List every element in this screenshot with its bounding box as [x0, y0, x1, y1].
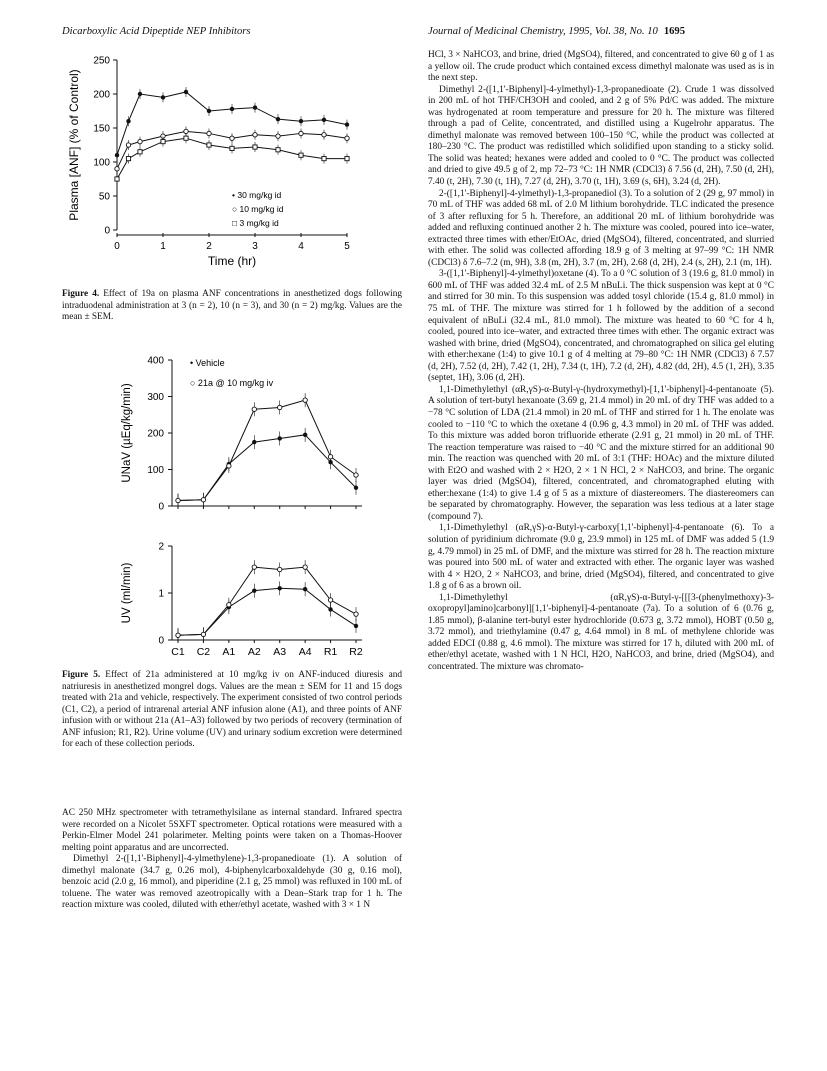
figure-5-caption	[62, 670, 402, 751]
figure-5-caption-label: Figure 5.	[62, 670, 101, 680]
y-tick-label: 50	[98, 191, 110, 203]
paragraph-compound-1: Dimethyl 2-([1,1'-Biphenyl]-4-ylmethylene)-1,3-propanedioate (1). A solution of dimethyl malonate (34.7 g, 0.26 mol), 4-biphenylcarboxaldehyde (30 g, 0.16 mol), benzoic acid (2.0 g, 16 mmol), and piperidine (2.1 g, 25 mmol) was refluxed in 100 mL of toluene. The water was removed azeotropically with a Dean–Stark trap for 1 h. The reaction mixture was cooled, diluted with ether/ethyl acetate, washed with 3 × 1 N	[62, 854, 402, 911]
paragraph-compound-5: 1,1-Dimethylethyl (αR,γS)-α-Butyl-γ-(hydroxymethyl)-[1,1'-biphenyl]-4-pentanoate (5). A solution of tert-butyl hexanoate (3.69 g, 21.4 mmol) in 20 mL of dry THF was added to a −78 °C solution of LDA (21.4 mmol) in 20 mL of THF and stirred for 1 h. The enolate was cooled to −110 °C to which the oxetane 4 (0.96 g, 4.3 mmol) in 20 mL of THF was added. To this mixture was added boron trifluoride etherate (2.91 g, 21 mmol) in 20 mL of THF. The reaction temperature was raised to −40 °C and the mixture stirred for an additional 90 min. The reaction was quenched with 20 mL of 3:1 (THF: HOAc) and the mixture diluted with Et2O and washed with 2 × H2O, 2 × 1 N HCl, 2 × NaHCO3, and brine. The organic layer was dried (MgSO4), filtered, concentrated, and chromatographed eluting with ether:hexane (1:4) to give 1.4 g of 5 as a mixture of diastereomers. The diastereomers can be separated by chromatography. However, the separation was less tedious at a later stage (compound 7).	[428, 384, 774, 522]
data-point	[253, 133, 257, 137]
data-point	[230, 136, 234, 140]
y-tick-label: 0	[158, 635, 164, 647]
data-point	[115, 167, 119, 171]
paragraph-instruments: AC 250 MHz spectrometer with tetramethylsilane as internal standard. Infrared spectra were recorded on a Nicolet 5SXFT spectrometer. Optical rotations were measured with a Perkin-Elmer Model 241 polarimeter. Melting points were taken on a Thomas-Hoover melting point apparatus and are uncorrected.	[62, 808, 402, 853]
x-tick-label: 4	[298, 241, 304, 252]
paragraph-compound-6: 1,1-Dimethylethyl (αR,γS)-α-Butyl-γ-carboxy[1,1'-biphenyl]-4-pentanoate (6). To a solution of pyridinium dichromate (9.0 g, 23.9 mmol) in 125 mL of DMF was added 5 (1.9 g, 4.79 mmol) in 25 mL of DMF, and the mixture was stirred for 28 h. The reaction mixture was poured into 500 mL of water and extracted with ether. The organic layer was washed with 4 × H2O, 2 × NaHCO3, and brine, dried (MgSO4), filtered, and concentrated to give 1.8 g of 6 as a brown oil.	[428, 523, 774, 592]
y-tick-label: 2	[158, 541, 164, 553]
data-point	[184, 136, 188, 140]
journal-citation: Journal of Medicinal Chemistry, 1995, Vol. 38, No. 10	[428, 26, 658, 37]
data-point	[126, 143, 130, 147]
figure-4-chart	[62, 48, 362, 288]
paragraph-continued: HCl, 3 × NaHCO3, and brine, dried (MgSO4), filtered, and concentrated to give 60 g of 1 as a yellow oil. The crude product which contained excess dimethyl malonate was used as is in the next step.	[428, 50, 774, 84]
data-point	[176, 498, 180, 502]
data-point	[322, 133, 326, 137]
panel-sodium	[121, 356, 362, 513]
series-21a-10-mg-kg-iv	[176, 393, 358, 507]
x-tick-label: 2	[206, 241, 212, 252]
data-point	[201, 632, 205, 636]
data-point	[328, 598, 332, 602]
data-point	[138, 92, 142, 96]
data-point	[278, 586, 282, 590]
data-point	[252, 440, 256, 444]
data-point	[354, 486, 358, 490]
figure-4-caption	[62, 289, 402, 324]
running-header-right	[428, 26, 685, 37]
x-axis-title: Time (hr)	[207, 254, 257, 268]
y-axis-title: UV (ml/min)	[121, 562, 133, 624]
data-point	[328, 455, 332, 459]
y-tick-label: 100	[93, 157, 110, 169]
y-tick-label: 250	[93, 55, 110, 67]
x-tick-label: 1	[160, 241, 166, 252]
x-tick-label: 0	[114, 241, 120, 252]
legend-entry: ○ 10 mg/kg id	[232, 204, 284, 214]
data-point	[115, 153, 119, 157]
y-tick-label: 200	[147, 428, 164, 440]
data-point	[207, 109, 211, 113]
data-point	[184, 90, 188, 94]
data-point	[115, 177, 119, 181]
series-line	[178, 435, 356, 501]
y-tick-label: 1	[158, 588, 164, 600]
figure-4	[62, 48, 362, 293]
y-tick-label: 0	[104, 225, 110, 237]
paragraph-compound-2: Dimethyl 2-([1,1'-Biphenyl]-4-ylmethyl)-1,3-propanedioate (2). Crude 1 was dissolved in 200 mL of hot THF/CH3OH and cooled, and 2 g of 5% Pd/C was added. The mixture was hydrogenated at room temperature and pressure for 20 h. The mixture was filtered through a pad of Celite, concentrated, and distilled using a Kugelrohr apparatus. The dimethyl malonate was removed between 100–150 °C, while the product was collected at 180–230 °C. The product was redistilled which solidified upon standing to a sticky solid. The solid was heated; hexanes were added and cooled to 0 °C. The product was collected and dried to give 49.5 g of 2, mp 72–73 °C: 1H NMR (CDCl3) δ 7.56 (d, 2H), 7.50 (d, 2H), 7.40 (t, 2H), 7.30 (t, 1H), 7.27 (d, 2H), 3.70 (t, 1H), 3.69 (s, 6H), 3.24 (d, 2H).	[428, 84, 774, 188]
legend-entry: • 30 mg/kg id	[232, 190, 282, 200]
data-point	[299, 153, 303, 157]
data-point	[201, 498, 205, 502]
x-tick-label: 5	[344, 241, 350, 252]
y-tick-label: 100	[147, 465, 164, 476]
data-point	[276, 134, 280, 138]
data-point	[303, 433, 307, 437]
y-tick-label: 300	[147, 392, 164, 403]
data-point	[230, 146, 234, 150]
data-point	[345, 122, 349, 126]
data-point	[303, 398, 307, 402]
data-point	[354, 473, 358, 477]
figure-5-caption-text: Effect of 21a administered at 10 mg/kg iv on ANF-induced diuresis and natriuresis in anesthetized mongrel dogs. Values are the mean ± SEM for 11 and 15 dogs treated with 21a and vehicle, respectively. The experiment consisted of two control periods (C1, C2), a period of intrarenal arterial ANF infusion alone (A1), and three points of ANF infusion with or without 21a (A1–A3) followed by two periods of recovery (termination of ANF infusion; R1, R2). Urine volume (UV) and urinary sodium excretion were determined for each of these collection periods.	[62, 670, 403, 749]
data-point	[252, 407, 256, 411]
x-tick-label: C2	[196, 646, 211, 658]
data-point	[138, 139, 142, 143]
data-point	[303, 565, 307, 569]
y-tick-label: 400	[147, 355, 164, 367]
y-tick-label: 150	[93, 123, 110, 135]
series-line	[178, 588, 356, 635]
series-line	[178, 400, 356, 500]
data-point	[322, 118, 326, 122]
paragraph-compound-7a: 1,1-Dimethylethyl (αR,γS)-α-Butyl-γ-[[[3-(phenylmethoxy)-3-oxopropyl]amino]carbonyl][1,1'-biphenyl]-4-pentanoate (7a). To a solution of 6 (0.76 g, 1.85 mmol), β-alanine tert-butyl ester hydrochloride (0.673 g, 3.72 mmol), HOBT (0.50 g, 3.72 mmol), and triethylamine (0.47 g, 4.64 mmol) in 8 mL of methylene chloride was added EDCI (0.88 g, 4.6 mmol). The mixture was stirred for 17 h, diluted with 200 mL of ether/ethyl acetate, washed with 1 N HCl, H2O, NaHCO3, and brine, dried (MgSO4), and concentrated. The mixture was chromato-	[428, 592, 774, 672]
data-point	[184, 129, 188, 133]
x-tick-label: 3	[252, 241, 258, 252]
data-point	[345, 157, 349, 161]
data-point	[354, 612, 358, 616]
figure-5	[62, 350, 382, 665]
x-tick-label: R1	[323, 646, 338, 658]
x-tick-label: R2	[349, 646, 363, 658]
x-tick-label: A3	[273, 646, 287, 658]
data-point	[161, 95, 165, 99]
data-point	[278, 567, 282, 571]
legend-entry: • Vehicle	[190, 358, 225, 368]
data-point	[227, 464, 231, 468]
series-21a-10-mg-kg-iv	[176, 560, 358, 642]
left-column-text	[62, 808, 402, 912]
data-point	[303, 587, 307, 591]
data-point	[299, 131, 303, 135]
data-point	[161, 140, 165, 144]
data-point	[252, 565, 256, 569]
data-point	[276, 148, 280, 152]
data-point	[138, 150, 142, 154]
data-point	[207, 131, 211, 135]
page-number: 1695	[663, 26, 686, 37]
legend-entry: □ 3 mg/kg id	[232, 218, 279, 228]
data-point	[230, 107, 234, 111]
right-column-text	[428, 50, 774, 674]
figure-5-chart	[62, 350, 382, 660]
data-point	[328, 607, 332, 611]
y-tick-label: 200	[93, 89, 110, 101]
y-tick-label: 0	[158, 501, 164, 513]
y-axis-title: UNaV (µEq/kg/min)	[121, 383, 133, 483]
x-tick-label: A4	[298, 646, 312, 658]
data-point	[227, 603, 231, 607]
data-point	[253, 145, 257, 149]
data-point	[252, 588, 256, 592]
data-point	[345, 136, 349, 140]
paragraph-compound-4: 3-([1,1'-Biphenyl]-4-ylmethyl)oxetane (4). To a 0 °C solution of 3 (19.6 g, 81.0 mmol) in 600 mL of THF was added 32.4 mL of 2.5 M nBuLi. The thick suspension was kept at 0 °C and stirred for 30 min. To this suspension was added tosyl chloride (15.4 g, 81.0 mmol) in 75 mL of THF. The mixture was stirred for 1 h followed by the addition of a second equivalent of nBuLi (32.4 mL, 81.0 mmol). The mixture was heated to 60 °C for 4 h, cooled, poured into ice–water, and extracted three times with ether. The organic extract was washed with brine, dried (MgSO4), concentrated, and chromatographed on silica gel eluting with ether:hexane (1:4) to give 10.1 g of 4 melting at 79–80 °C: 1H NMR (CDCl3) δ 7.57 (d, 2H), 7.52 (d, 2H), 7.42 (1, 2H), 7.34 (t, 1H), 7.2 (d, 2H), 4.82 (dd, 2H), 4.5 (1, 2H), 3.35 (septet, 1H), 3.06 (d, 2H).	[428, 269, 774, 384]
x-tick-label: A2	[247, 646, 261, 658]
figure-4-caption-text: Effect of 19a on plasma ANF concentrations in anesthetized dogs following intraduodenal administration at 3 (n = 2), 10 (n = 3), and 30 (n = 2) mg/kg. Values are the mean ± SEM.	[62, 289, 402, 322]
y-axis-title: Plasma [ANF] (% of Control)	[67, 69, 81, 221]
data-point	[322, 157, 326, 161]
data-point	[278, 436, 282, 440]
data-point	[253, 105, 257, 109]
data-point	[126, 157, 130, 161]
data-point	[278, 405, 282, 409]
data-point	[207, 143, 211, 147]
data-point	[126, 119, 130, 123]
data-point	[299, 119, 303, 123]
figure-4-caption-label: Figure 4.	[62, 289, 100, 299]
data-point	[354, 624, 358, 628]
x-tick-label: C1	[171, 646, 185, 658]
running-header-left: Dicarboxylic Acid Dipeptide NEP Inhibitors	[62, 26, 251, 37]
panel-urine-volume	[121, 542, 363, 659]
data-point	[176, 633, 180, 637]
legend-entry: ○ 21a @ 10 mg/kg iv	[190, 378, 274, 388]
data-point	[276, 117, 280, 121]
paragraph-compound-3: 2-([1,1'-Biphenyl]-4-ylmethyl)-1,3-propanediol (3). To a solution of 2 (29 g, 97 mmol) in 70 mL of THF was added 68 mL of 2.0 M lithium borohydride. TLC indicated the presence of 3 after refluxing for 5 h. Therefore, an additional 20 mL of lithium borohydride was added and refluxing continued another 2 h. The mixture was cooled, poured into ice–water, extracted three times with ether/EtOAc, dried (MgSO4), filtered, concentrated, and slurried with ether. The solid was collected affording 18.9 g of 3 melting at 97–99 °C: 1H NMR (CDCl3) δ 7.6–7.2 (m, 9H), 3.8 (m, 2H), 3.7 (m, 2H), 2.68 (d, 2H), 2.4 (s, 2H), 2.1 (m, 1H).	[428, 188, 774, 268]
x-tick-label: A1	[222, 646, 236, 658]
